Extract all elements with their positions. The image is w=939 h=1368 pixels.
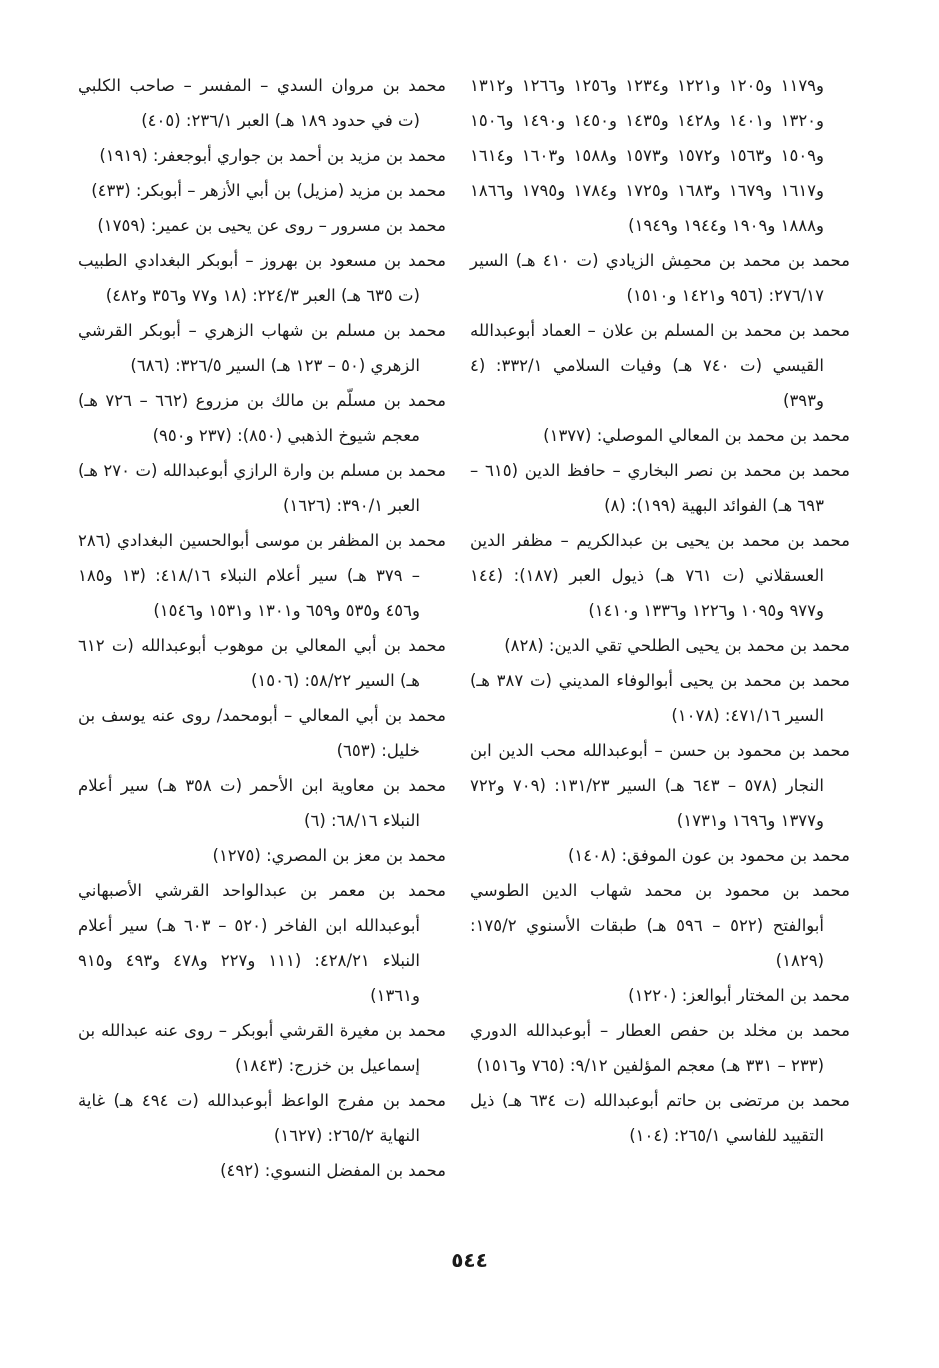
index-entry: محمد بن معاوية ابن الأحمر (ت ٣٥٨ هـ) سير أعلام النبلاء ٦٨/١٦: (٦) [78,776,447,830]
right-column [470,68,850,1153]
index-entry: محمد بن محمد بن محمِش الزيادي (ت ٤١٠ هـ) السير ٢٧٦/١٧: (٩٥٦ و١٤٢١ و١٥١٠) [470,251,850,305]
index-entry: محمد بن مسلم بن وارة الرازي أبوعبدالله (ت ٢٧٠ هـ) العبر ٣٩٠/١: (١٦٢٦) [78,461,446,515]
index-entry: محمد بن مفرج الواعظ أبوعبدالله (ت ٤٩٤ هـ) غاية النهاية ٢٦٥/٢: (١٦٢٧) [78,1091,446,1145]
index-entry: محمد بن مسعود بن بهروز – أبوبكر البغدادي الطبيب (ت ٦٣٥ هـ) العبر ٢٢٤/٣: (١٨ و٧٧ و٣٥٦ و٤٨٢) [78,251,446,305]
index-entry: و١١٧٩ و١٢٠٥ و١٢٢١ و١٢٣٤ و١٢٥٦ و١٢٦٦ و١٣١٢ و١٣٢٠ و١٤٠١ و١٤٢٨ و١٤٣٥ و١٤٥٠ و١٤٩٠ و١٥٠٦ و١٥٠٩ و١٥٦٣ و١٥٧٢ و١٥٧٣ و١٥٨٨ و١٦٠٣ و١٦١٤ و١٦١٧ و١٦٧٩ و١٦٨٣ و١٧٢٥ و١٧٨٤ و١٧٩٥ و١٨٦٦ و١٨٨٨ و١٩٠٩ و١٩٤٤ و١٩٤٩) [470,76,825,235]
index-entry: محمد بن أبي المعالي بن موهوب أبوعبدالله (ت ٦١٢ هـ) السير ٥٨/٢٢: (١٥٠٦) [78,636,446,690]
index-entry: محمد بن محمود بن حسن – أبوعبدالله محب الدين ابن النجار (٥٧٨ – ٦٤٣ هـ) السير ١٣١/٢٣: (٧٠٩ و٧٢٢ و١٣٧٧ و١٦٩٦ و١٧٣١) [470,741,850,830]
index-entry: محمد بن المختار أبوالعز: (١٢٢٠) [628,986,850,1005]
index-entry: محمد بن مسرور – روى عن يحيى بن عمير: (١٧٥٩) [97,216,446,235]
index-entry: محمد بن محمد بن يحيى أبوالوفاء المديني (ت ٣٨٧ هـ) السير ٤٧١/١٦: (١٠٧٨) [470,671,851,725]
index-entry: محمد بن محمد بن يحيى بن عبدالكريم – مظفر الدين العسقلاني (ت ٧٦١ هـ) ذيول العبر (١٨٧): (١٤٤ و٩٧٧ و١٠٩٥ و١٢٢٦ و١٣٣٦ و١٤١٠) [470,531,850,620]
index-entry: محمد بن مسلم بن شهاب الزهري – أبوبكر القرشي الزهري (٥٠ – ١٢٣ هـ) السير ٣٢٦/٥: (٦٨٦) [78,321,446,375]
left-column [78,68,446,1188]
index-entry: محمد بن مزيد بن أحمد بن جواري أبوجعفر: (١٩١٩) [99,146,446,165]
index-entry: محمد بن محمد بن المعالي الموصلي: (١٣٧٧) [543,426,850,445]
index-entry: محمد بن مزيد (مزيل) بن أبي الأزهر – أبوبكر: (٤٣٣) [91,181,446,200]
index-entry: محمد بن مخلد بن حفص العطار – أبوعبدالله الدوري (٢٣٣ – ٣٣١ هـ) معجم المؤلفين ٩/١٢: (٧٦٥ و١٥١٦) [470,1021,850,1075]
index-entry: محمد بن معز بن المصري: (١٢٧٥) [212,846,446,865]
index-entry: محمد بن المفضل النسوي: (٤٩٢) [220,1161,446,1180]
index-entry: محمد بن محمود بن محمد شهاب الدين الطوسي أبوالفتح (٥٢٢ – ٥٩٦ هـ) طبقات الأسنوي ١٧٥/٢: (١٨٢٩) [470,881,850,970]
index-entry: محمد بن محمد بن نصر البخاري – حافظ الدين (٦١٥ – ٦٩٣ هـ) الفوائد البهية (١٩٩): (٨) [470,461,850,515]
index-entry: محمد بن محمد بن المسلم بن علان – العماد أبوعبدالله القيسي (ت ٧٤٠ هـ) وفيات السلامي ٣٣٢/١: (٤ و٣٩٣) [470,321,850,410]
index-entry: محمد بن مغيرة القرشي أبوبكر – روى عنه عبدالله بن إسماعيل بن خزرج: (١٨٤٣) [78,1021,446,1075]
index-entry: محمد بن أبي المعالي – أبومحمد/ روى عنه يوسف بن خليل: (٦٥٣) [78,706,446,760]
index-entry: محمد بن محمد بن يحيى الطلحي تقي الدين: (٨٢٨) [504,636,850,655]
index-entry: محمد بن مرتضى بن حاتم أبوعبدالله (ت ٦٣٤ هـ) ذيل التقييد للفاسي ٢٦٥/١: (١٠٤) [470,1091,850,1145]
index-entry: محمد بن مروان السدي – المفسر – صاحب الكلبي (ت في حدود ١٨٩ هـ) العبر ٢٣٦/١: (٤٠٥) [78,76,446,130]
page-number: ٥٤٤ [451,1248,488,1272]
index-entry: محمد بن محمود بن عون الموفق: (١٤٠٨) [567,846,850,865]
index-entry: محمد بن مسلّم بن مالك بن مزروع (٦٦٢ – ٧٢٦ هـ) معجم شيوخ الذهبي (٨٥٠): (٢٣٧ و٩٥٠) [78,391,446,445]
index-entry: محمد بن المظفر بن موسى أبوالحسين البغدادي (٢٨٦ – ٣٧٩ هـ) سير أعلام النبلاء ٤١٨/١٦: (١٣ و١٨٥ و٤٥٦ و٥٣٥ و٦٥٩ و١٣٠١ و١٥٣١ و١٥٤٦) [78,531,446,620]
index-entry: محمد بن معمر بن عبدالواحد القرشي الأصبهاني أبوعبدالله ابن الفاخر (٥٢٠ – ٦٠٣ هـ) سير أعلام النبلاء ٤٢٨/٢١: (١١١ و٢٢٧ و٤٧٨ و٤٩٣ و٩١٥ و١٣٦١) [78,881,446,1005]
